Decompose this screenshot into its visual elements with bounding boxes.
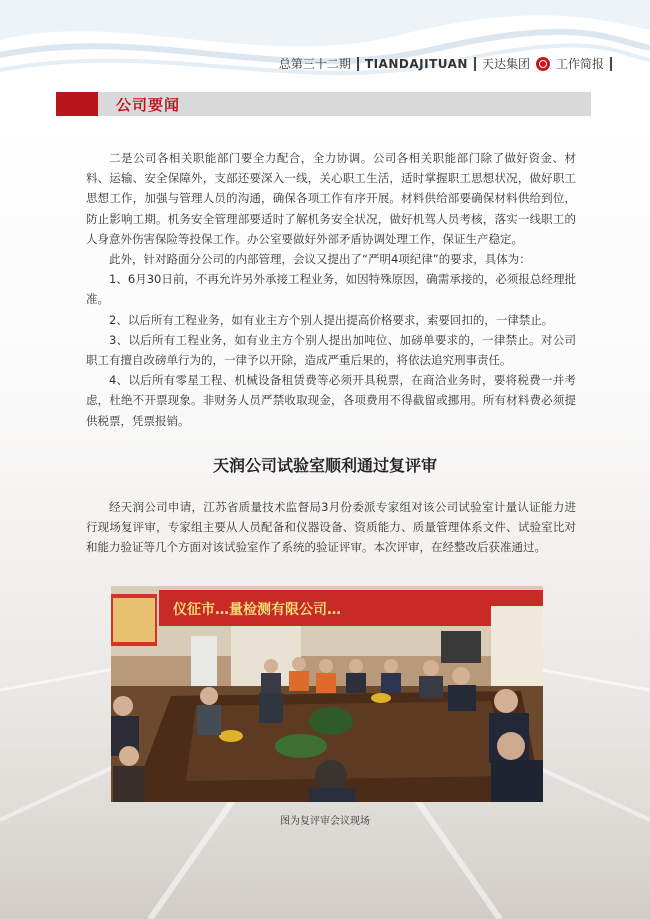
news-body (86, 148, 576, 431)
header-divider (610, 57, 612, 71)
newsletter-name: 工作简报 (555, 57, 604, 71)
article-body (86, 497, 576, 558)
page-header (279, 55, 612, 72)
article-title: 天润公司试验室顺利通过复评审 (212, 456, 437, 475)
photo-caption: 图为复评审会议现场 (280, 816, 370, 827)
paragraph: 二是公司各相关职能部门要全力配合，全力协调。公司各相关职能部门除了做好资金、材料、运输、安全保障外，支部还要深入一线，关心职工生活，适时掌握职工思想状况，做好职工思想工作，加强与管理人员的沟通，确保各项工作有序开展。材料供给部要确保材料供给到位，防止影响工期。机务安全管理部要适时了解机务安全状况，做好机驾人员考核，落实一线职工的人身意外伤害保险等投保工作。办公室要做好外部矛盾协调处理工作，保证生产稳定。 (86, 151, 576, 246)
paragraph: 4、以后所有零星工程、机械设备租赁费等必须开具税票，在商洽业务时，要将税费一并考虑，杜绝不开票现象。非财务人员严禁收取现金，各项费用不得截留或挪用。所有材料费必须提供税票，凭票报销。 (86, 373, 576, 428)
section-title: 公司要闻 (116, 96, 181, 114)
paragraph: 2、以后所有工程业务，如有业主方个别人提出提高价格要求，索要回扣的，一律禁止。 (109, 312, 554, 327)
section-title-bar (56, 92, 591, 116)
photo-banner-text: 仪征市…量检测有限公司… (173, 602, 341, 618)
paragraph: 此外，针对路面分公司的内部管理，会议又提出了“严明4项纪律”的要求，具体为： (109, 252, 531, 267)
paragraph: 1、6月30日前，不再允许另外承接工程业务，如因特殊原因，确需承接的，必须报总经理批准。 (86, 272, 576, 307)
brand-english: TIANDAJITUAN (364, 56, 468, 71)
paragraph: 经天润公司申请，江苏省质量技术监督局3月份委派专家组对该公司试验室计量认证能力进行现场复评审，专家组主要从人员配备和仪器设备、资质能力、质量管理体系文件、试验室比对和能力验证等几个方面对该试验室作了系统的验证评审。本次评审，在经整改后获准通过。 (86, 500, 576, 555)
header-divider (357, 57, 359, 71)
meeting-photo (111, 586, 543, 802)
section-accent-block (56, 92, 98, 116)
group-name: 天达集团 (481, 57, 530, 71)
issue-number: 总第三十二期 (278, 57, 351, 71)
paragraph: 3、以后所有工程业务，如有业主方个别人提出加吨位、加磅单要求的，一律禁止。对公司职工有擅自改磅单行为的，一律予以开除，造成严重后果的，将依法追究刑事责任。 (86, 332, 576, 368)
header-divider (474, 57, 476, 71)
company-logo-icon (536, 57, 550, 71)
